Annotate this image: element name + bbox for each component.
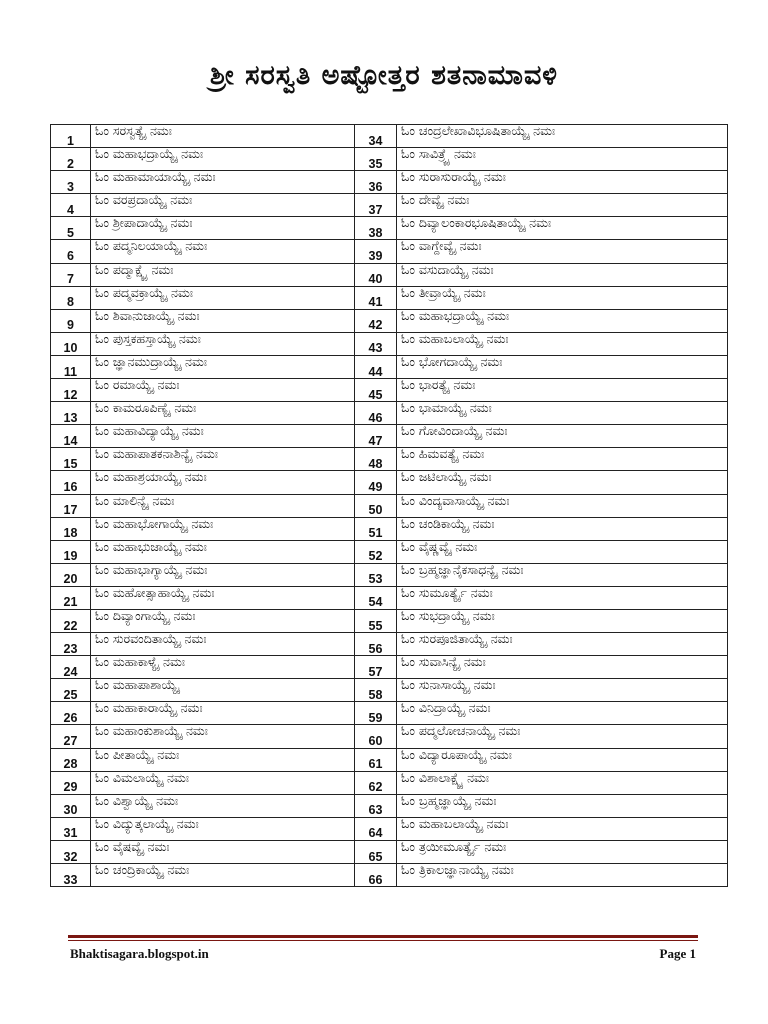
name-number: 21 [51, 586, 91, 609]
name-number: 38 [355, 217, 397, 240]
table-row [51, 332, 728, 355]
name-number: 29 [51, 771, 91, 794]
name-number: 64 [355, 817, 397, 840]
name-number: 35 [355, 148, 397, 171]
name-text: ಓಂ ಮಾಲಿನ್ಯೈ ನಮಃ [91, 494, 355, 517]
name-number: 8 [51, 286, 91, 309]
name-number: 49 [355, 471, 397, 494]
name-text: ಓಂ ಮಹಾವಿದ್ಯಾಯ್ಯೈ ನಮಃ [91, 425, 355, 448]
name-text: ಓಂ ಶಿವಾನುಜಾಯ್ಯೈ ನಮಃ [91, 309, 355, 332]
name-number: 3 [51, 171, 91, 194]
table-row [51, 679, 728, 702]
table-row [51, 771, 728, 794]
page-title: ಶ್ರೀ ಸರಸ್ವತಿ ಅಷ್ಟೋತ್ತರ ಶತನಾಮಾವಳಿ [209, 60, 559, 91]
table-row [51, 494, 728, 517]
name-text: ಓಂ ಮಹಾಭೋಗಾಯ್ಯೈ ನಮಃ [91, 517, 355, 540]
name-number: 39 [355, 240, 397, 263]
name-text: ಓಂ ಮಹಾಮಾಯಾಯ್ಯೈ ನಮಃ [91, 171, 355, 194]
table-row [51, 171, 728, 194]
name-number: 33 [51, 864, 91, 887]
name-text: ಓಂ ಸುರವಂದಿತಾಯ್ಯೈ ನಮಃ [91, 633, 355, 656]
name-text: ಓಂ ಮಹಾಕಾರಾಯ್ಯೈ ನಮಃ [91, 702, 355, 725]
name-text: ಓಂ ಚಂದ್ರಿಕಾಯ್ಯೈ ನಮಃ [91, 864, 355, 887]
name-number: 7 [51, 263, 91, 286]
table-row [51, 125, 728, 148]
name-text: ಓಂ ವರಪ್ರದಾಯ್ಯೈ ನಮಃ [91, 194, 355, 217]
name-number: 26 [51, 702, 91, 725]
name-text: ಓಂ ಸುಭದ್ರಾಯ್ಯೈ ನಮಃ [397, 609, 728, 632]
name-number: 44 [355, 355, 397, 378]
name-text: ಓಂ ವೈಷವ್ಯೈ ನಮಃ [91, 840, 355, 863]
table-row [51, 633, 728, 656]
name-text: ಓಂ ಭೋಗದಾಯ್ಯೈ ನಮಃ [397, 355, 728, 378]
names-table-body [51, 125, 728, 887]
name-number: 30 [51, 794, 91, 817]
name-text: ಓಂ ಮಹಾಭುಜಾಯ್ಯೈ ನಮಃ [91, 540, 355, 563]
name-number: 19 [51, 540, 91, 563]
name-text: ಓಂ ತ್ರಯೀಮೂರ್ತ್ಯೈ ನಮಃ [397, 840, 728, 863]
name-text: ಓಂ ವಿಶಾಲಾಕ್ಷ್ಯೈ ನಮಃ [397, 771, 728, 794]
table-row [51, 586, 728, 609]
name-number: 63 [355, 794, 397, 817]
name-number: 65 [355, 840, 397, 863]
name-text: ಓಂ ಸಾವಿತ್ರ್ಯೈ ನಮಃ [397, 148, 728, 171]
name-number: 10 [51, 332, 91, 355]
name-number: 13 [51, 402, 91, 425]
table-row [51, 217, 728, 240]
name-number: 24 [51, 656, 91, 679]
name-text: ಓಂ ದೇವ್ಯೈ ನಮಃ [397, 194, 728, 217]
name-text: ಓಂ ತ್ರಿಕಾಲಜ್ಞಾನಾಯ್ಯೈ ನಮಃ [397, 864, 728, 887]
name-number: 41 [355, 286, 397, 309]
name-text: ಓಂ ಸರಸ್ವತ್ಯೈ ನಮಃ [91, 125, 355, 148]
name-number: 61 [355, 748, 397, 771]
name-number: 5 [51, 217, 91, 240]
name-number: 6 [51, 240, 91, 263]
table-row [51, 379, 728, 402]
table-row [51, 471, 728, 494]
name-number: 1 [51, 125, 91, 148]
name-number: 56 [355, 633, 397, 656]
name-number: 40 [355, 263, 397, 286]
name-number: 53 [355, 563, 397, 586]
name-number: 52 [355, 540, 397, 563]
name-number: 23 [51, 633, 91, 656]
name-number: 66 [355, 864, 397, 887]
name-number: 25 [51, 679, 91, 702]
name-text: ಓಂ ಮಹಾಂಕುಶಾಯ್ಯೈ ನಮಃ [91, 725, 355, 748]
name-number: 43 [355, 332, 397, 355]
name-text: ಓಂ ಮಹಾಬಲಾಯ್ಯೈ ನಮಃ [397, 332, 728, 355]
name-text: ಓಂ ಮಹಾಪಾಶಾಯ್ಯೈ [91, 679, 355, 702]
name-number: 16 [51, 471, 91, 494]
table-row [51, 309, 728, 332]
name-text: ಓಂ ಸುರಾಸುರಾಯ್ಯೈ ನಮಃ [397, 171, 728, 194]
name-number: 47 [355, 425, 397, 448]
name-text: ಓಂ ವೈಷ್ಣವ್ಯೈ ನಮಃ [397, 540, 728, 563]
name-text: ಓಂ ಭಾಮಾಯ್ಯೈ ನಮಃ [397, 402, 728, 425]
name-number: 36 [355, 171, 397, 194]
footer-rule-thick [68, 935, 698, 938]
name-text: ಓಂ ಪುಸ್ತಕಹಸ್ತಾಯ್ಯೈ ನಮಃ [91, 332, 355, 355]
footer-rule-thin [68, 940, 698, 941]
name-number: 60 [355, 725, 397, 748]
name-number: 11 [51, 355, 91, 378]
name-text: ಓಂ ವಿಶ್ವಾಯ್ಯೈ ನಮಃ [91, 794, 355, 817]
name-text: ಓಂ ಪೀತಾಯ್ಯೈ ನಮಃ [91, 748, 355, 771]
name-text: ಓಂ ಮಹಾಬಲಾಯ್ಯೈ ನಮಃ [397, 817, 728, 840]
name-text: ಓಂ ಮಹಾಪಾತಕನಾಶಿನ್ಯೈ ನಮಃ [91, 448, 355, 471]
table-row [51, 563, 728, 586]
footer-site-link[interactable]: Bhaktisagara.blogspot.in [70, 946, 209, 961]
name-number: 28 [51, 748, 91, 771]
name-text: ಓಂ ಶ್ರೀಪಾದಾಯ್ಯೈ ನಮಃ [91, 217, 355, 240]
names-table [50, 124, 728, 887]
name-number: 34 [355, 125, 397, 148]
name-number: 9 [51, 309, 91, 332]
name-text: ಓಂ ಭಾರತ್ಯೈ ನಮಃ [397, 379, 728, 402]
name-text: ಓಂ ವಾಗ್ದೇವ್ಯೈ ನಮಃ [397, 240, 728, 263]
name-text: ಓಂ ಮಹೋತ್ಸಾಹಾಯ್ಯೈ ನಮಃ [91, 586, 355, 609]
name-number: 50 [355, 494, 397, 517]
name-text: ಓಂ ಜಟಿಲಾಯ್ಯೈ ನಮಃ [397, 471, 728, 494]
name-text: ಓಂ ಚಂದ್ರಲೇಖಾವಿಭೂಷಿತಾಯ್ಯೈ ನಮಃ [397, 125, 728, 148]
name-text: ಓಂ ತೀವ್ರಾಯ್ಯೈ ನಮಃ [397, 286, 728, 309]
name-text: ಓಂ ಪದ್ಮನಿಲಯಾಯ್ಯೈ ನಮಃ [91, 240, 355, 263]
name-number: 58 [355, 679, 397, 702]
page-number: Page 1 [659, 946, 696, 961]
table-row [51, 355, 728, 378]
name-text: ಓಂ ಸುನಾಸಾಯ್ಯೈ ನಮಃ [397, 679, 728, 702]
table-row [51, 609, 728, 632]
table-row [51, 540, 728, 563]
name-number: 27 [51, 725, 91, 748]
table-row [51, 240, 728, 263]
table-row [51, 817, 728, 840]
name-number: 62 [355, 771, 397, 794]
name-text: ಓಂ ಸುರಪೂಜಿತಾಯ್ಯೈ ನಮಃ [397, 633, 728, 656]
name-text: ಓಂ ಪದ್ಮಲೋಚನಾಯ್ಯೈ ನಮಃ [397, 725, 728, 748]
name-number: 32 [51, 840, 91, 863]
name-text: ಓಂ ಮಹಾಶ್ರಯಾಯ್ಯೈ ನಮಃ [91, 471, 355, 494]
name-number: 18 [51, 517, 91, 540]
name-number: 15 [51, 448, 91, 471]
name-text: ಓಂ ಮಹಾಕಾಳ್ಯೈ ನಮಃ [91, 656, 355, 679]
table-row [51, 748, 728, 771]
name-text: ಓಂ ಸುಮೂರ್ತ್ಯೈ ನಮಃ [397, 586, 728, 609]
table-row [51, 425, 728, 448]
table-row [51, 864, 728, 887]
name-number: 14 [51, 425, 91, 448]
table-row [51, 794, 728, 817]
name-number: 59 [355, 702, 397, 725]
name-number: 48 [355, 448, 397, 471]
name-text: ಓಂ ವಿಂದ್ಯವಾಸಾಯ್ಯೈ ನಮಃ [397, 494, 728, 517]
name-text: ಓಂ ಸುವಾಸಿನ್ಯೈ ನಮಃ [397, 656, 728, 679]
name-text: ಓಂ ವಿದ್ಯಾರೂಪಾಯ್ಯೈ ನಮಃ [397, 748, 728, 771]
table-row [51, 725, 728, 748]
name-number: 12 [51, 379, 91, 402]
name-number: 57 [355, 656, 397, 679]
name-text: ಓಂ ಜ್ಞಾನಮುದ್ರಾಯ್ಯೈ ನಮಃ [91, 355, 355, 378]
name-text: ಓಂ ವಿದ್ಯುತ್ಕಲಾಯ್ಯೈ ನಮಃ [91, 817, 355, 840]
table-row [51, 286, 728, 309]
table-row [51, 448, 728, 471]
name-text: ಓಂ ಪದ್ಮವಕ್ರಾಯ್ಯೈ ನಮಃ [91, 286, 355, 309]
name-text: ಓಂ ಬ್ರಹ್ಮಜ್ಞಾನೈಕಸಾಧನ್ಯೈ ನಮಃ [397, 563, 728, 586]
name-number: 37 [355, 194, 397, 217]
table-row [51, 402, 728, 425]
name-text: ಓಂ ಕಾಮರೂಪಿಣ್ಯೈ ನಮಃ [91, 402, 355, 425]
name-number: 2 [51, 148, 91, 171]
name-text: ಓಂ ದಿವ್ಯಾಲಂಕಾರಭೂಷಿತಾಯ್ಯೈ ನಮಃ [397, 217, 728, 240]
name-text: ಓಂ ಪದ್ಮಾಕ್ಷ್ಯೈ ನಮಃ [91, 263, 355, 286]
name-text: ಓಂ ಮಹಾಭದ್ರಾಯ್ಯೈ ನಮಃ [397, 309, 728, 332]
name-number: 55 [355, 609, 397, 632]
name-number: 17 [51, 494, 91, 517]
name-number: 31 [51, 817, 91, 840]
name-text: ಓಂ ವಿಮಲಾಯ್ಯೈ ನಮಃ [91, 771, 355, 794]
name-text: ಓಂ ಬ್ರಹ್ಮಜ್ಞಾಯ್ಯೈ ನಮಃ [397, 794, 728, 817]
name-text: ಓಂ ಮಹಾಭದ್ರಾಯ್ಯೈ ನಮಃ [91, 148, 355, 171]
table-row [51, 148, 728, 171]
name-number: 45 [355, 379, 397, 402]
name-number: 54 [355, 586, 397, 609]
table-row [51, 517, 728, 540]
name-number: 4 [51, 194, 91, 217]
name-text: ಓಂ ರಮಾಯ್ಯೈ ನಮಃ [91, 379, 355, 402]
table-row [51, 194, 728, 217]
name-number: 46 [355, 402, 397, 425]
name-text: ಓಂ ವಸುದಾಯ್ಯೈ ನಮಃ [397, 263, 728, 286]
name-text: ಓಂ ಹಿಮವತ್ಯೈ ನಮಃ [397, 448, 728, 471]
table-row [51, 656, 728, 679]
name-number: 20 [51, 563, 91, 586]
name-text: ಓಂ ಚಂಡಿಕಾಯ್ಯೈ ನಮಃ [397, 517, 728, 540]
name-text: ಓಂ ದಿವ್ಯಾಂಗಾಯ್ಯೈ ನಮಃ [91, 609, 355, 632]
name-text: ಓಂ ವಿನಿದ್ರಾಯ್ಯೈ ನಮಃ [397, 702, 728, 725]
table-row [51, 263, 728, 286]
name-number: 22 [51, 609, 91, 632]
name-text: ಓಂ ಗೋವಿಂದಾಯ್ಯೈ ನಮಃ [397, 425, 728, 448]
name-text: ಓಂ ಮಹಾಭಾಗ್ಯಾಯ್ಯೈ ನಮಃ [91, 563, 355, 586]
name-number: 42 [355, 309, 397, 332]
name-number: 51 [355, 517, 397, 540]
table-row [51, 840, 728, 863]
table-row [51, 702, 728, 725]
